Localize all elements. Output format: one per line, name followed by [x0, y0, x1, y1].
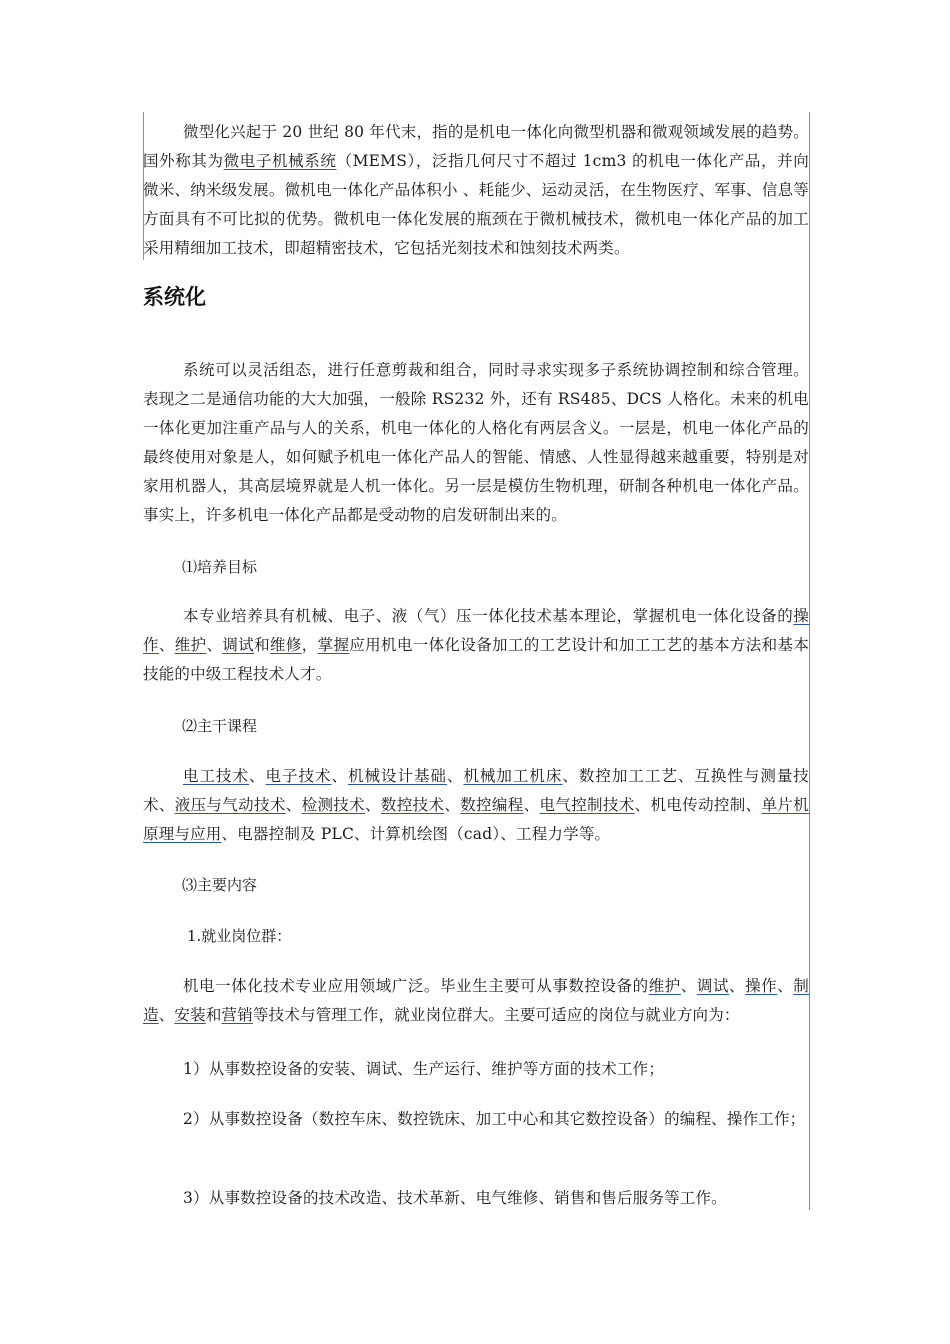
- job-item-1: 1）从事数控设备的安装、调试、生产运行、维护等方面的技术工作；: [183, 1060, 665, 1078]
- link-maintain[interactable]: 维护: [174, 636, 207, 654]
- link-machine-tool[interactable]: 机械加工机床: [463, 767, 563, 785]
- heading-system: 系统化: [143, 285, 206, 309]
- link-master[interactable]: 掌握: [317, 636, 350, 654]
- sep: 、: [158, 636, 175, 654]
- sep: 、: [365, 796, 381, 814]
- sep: 和: [205, 1006, 222, 1024]
- link-electrical[interactable]: 电工技术: [183, 767, 249, 785]
- course-paragraph: [143, 762, 809, 849]
- mems-text-1: 微型化兴起于 20 世纪 80 年代末，指的是机电一体化向微型机器和微观领域发展的趋势。国外称其为: [143, 123, 809, 170]
- sep: 、: [331, 767, 348, 785]
- link-job-marketing[interactable]: 营销: [221, 1006, 253, 1024]
- sep: 、: [158, 1006, 175, 1024]
- sep: 、: [523, 796, 540, 814]
- job-text-2: 等技术与管理工作，就业岗位群大。主要可适应的岗位与就业方向为：: [252, 1006, 740, 1024]
- link-operate[interactable]: 操作: [143, 607, 809, 654]
- link-job-maintain[interactable]: 维护: [648, 977, 681, 995]
- link-electric-control[interactable]: 电气控制技术: [539, 796, 635, 814]
- course-text-2: 、机电传动控制、: [634, 796, 762, 814]
- job-item-2: 2）从事数控设备（数控车床、数控铣床、加工中心和其它数控设备）的编程、操作工作；: [183, 1110, 806, 1128]
- sep: 、: [680, 977, 697, 995]
- job-heading: 1.就业岗位群：: [187, 927, 292, 945]
- link-cnc-tech[interactable]: 数控技术: [380, 796, 445, 814]
- link-job-operate[interactable]: 操作: [745, 977, 778, 995]
- mems-paragraph: [143, 118, 809, 263]
- sep: ，: [301, 636, 318, 654]
- sep: 、: [777, 977, 794, 995]
- system-paragraph: 系统可以灵活组态，进行任意剪裁和组合，同时寻求实现多子系统协调控制和综合管理。表现之二是通信功能的大大加强，一般除 RS232 外，还有 RS485、DCS 人格化。未来的机电一体化更加注重产品与人的关系，机电一体化的人格化有两层含义。一层是，机电一体化产品的最终使用对象是人，如何赋予机电一体化产品人的智能、情感、人性显得越来越重要，特别是对家用机器人，其高层境界就是人机一体化。另一层是模仿生物机理，研制各种机电一体化产品。事实上，许多机电一体化产品都是受动物的启发研制出来的。: [143, 361, 809, 524]
- goal-text-1: 本专业培养具有机械、电子、液（气）压一体化技术基本理论，掌握机电一体化设备的: [183, 607, 794, 625]
- job-text-1: 机电一体化技术专业应用领域广泛。毕业生主要可从事数控设备的: [183, 977, 649, 995]
- sep: 、: [444, 796, 461, 814]
- link-job-install[interactable]: 安装: [174, 1006, 206, 1024]
- link-hydraulic[interactable]: 液压与气动技术: [174, 796, 286, 814]
- link-mech-design[interactable]: 机械设计基础: [347, 767, 447, 785]
- course-text-3: 、电器控制及 PLC、计算机绘图（cad）、工程力学等。: [221, 825, 611, 843]
- content-heading: ⑶主要内容: [182, 876, 258, 894]
- goal-heading: ⑴培养目标: [182, 558, 258, 576]
- sep: 、: [285, 796, 302, 814]
- sep: 、: [729, 977, 746, 995]
- job-paragraph: [143, 972, 809, 1030]
- sep: 、: [206, 636, 223, 654]
- link-electronic[interactable]: 电子技术: [265, 767, 332, 785]
- goal-text-2: 应用机电一体化设备加工的工艺设计和加工工艺的基本方法和基本技能的中级工程技术人才。: [143, 636, 810, 683]
- link-debug[interactable]: 调试: [222, 636, 255, 654]
- link-repair[interactable]: 维修: [269, 636, 302, 654]
- sep: 、: [248, 767, 266, 785]
- course-heading: ⑵主干课程: [182, 717, 258, 735]
- link-cnc-programming[interactable]: 数控编程: [460, 796, 524, 814]
- right-border: [809, 112, 810, 1210]
- link-mcu[interactable]: 单片机原理与应用: [143, 796, 809, 843]
- job-item-3: 3）从事数控设备的技术改造、技术革新、电气维修、销售和售后服务等工作。: [183, 1189, 727, 1207]
- link-detection[interactable]: 检测技术: [301, 796, 366, 814]
- link-mems[interactable]: 微电子机械系统: [223, 152, 337, 170]
- sep: 、: [446, 767, 464, 785]
- sep: 和: [254, 636, 270, 654]
- link-job-debug[interactable]: 调试: [696, 977, 730, 995]
- mems-text-2: （MEMS），泛指几何尺寸不超过 1cm3 的机电一体化产品，并向微米、纳米级发展。微机电一体化产品体积小 、耗能少、运动灵活，在生物医疗、军事、信息等方面具有不可比拟的优势。微机电一体化发展的瓶颈在于微机械技术，微机电一体化产品的加工采用精细加工技术，即超精密技术，它包括光刻技术和蚀刻技术两类。: [143, 152, 809, 257]
- course-text-1: 、数控加工工艺、互换性与测量技术、: [143, 767, 810, 814]
- goal-paragraph: [143, 602, 809, 689]
- link-job-manufacture[interactable]: 制造: [143, 977, 809, 1024]
